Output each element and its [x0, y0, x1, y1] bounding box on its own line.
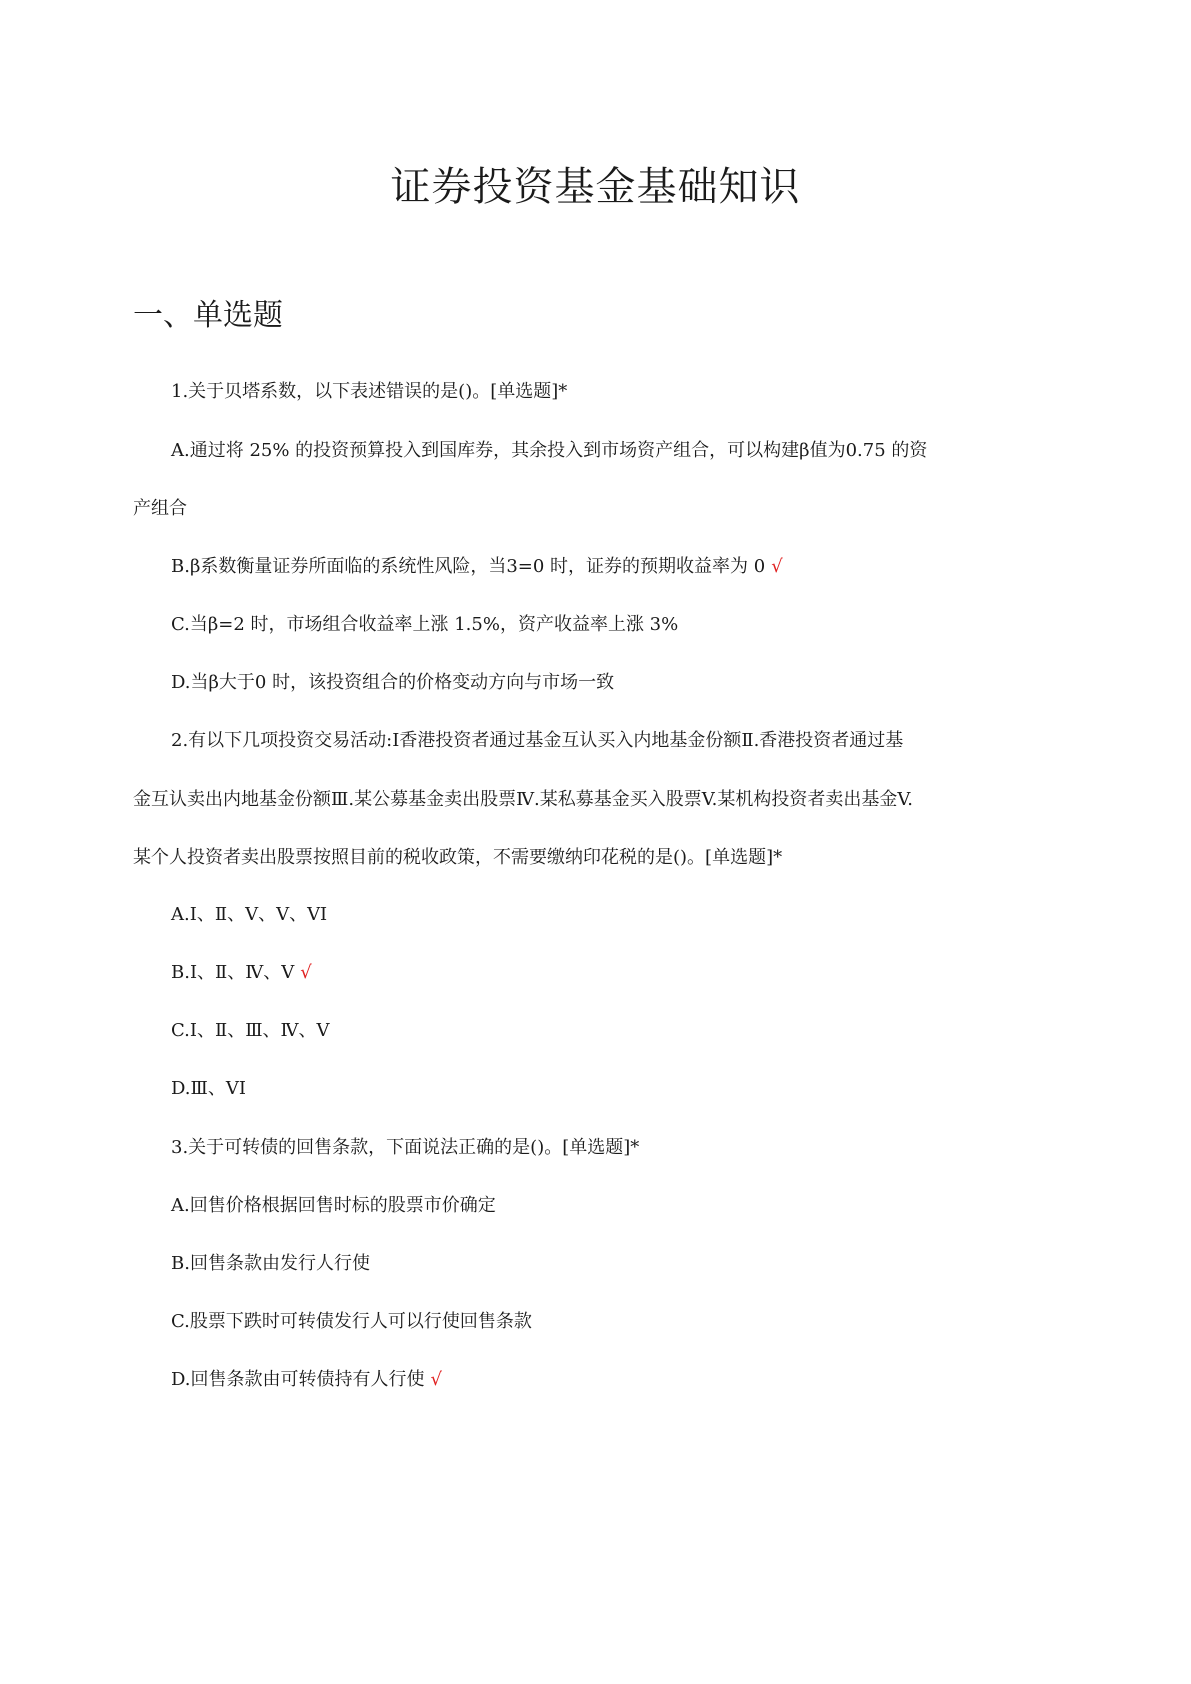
- correct-check-mark: √: [430, 1369, 442, 1390]
- question-3-option-d: [171, 1369, 442, 1391]
- question-2-option-d: D.Ⅲ、VI: [171, 1078, 246, 1099]
- question-3-option-c: C.股票下跌时可转债发行人可以行使回售条款: [171, 1311, 532, 1332]
- question-2-stem-line-3: 某个人投资者卖出股票按照目前的税收政策，不需要缴纳印花税的是()。[单选题]*: [133, 847, 783, 868]
- question-2-stem-line-2: 金互认卖出内地基金份额Ⅲ.某公募基金卖出股票Ⅳ.某私募基金买入股票V.某机构投资者卖出基金V.: [133, 789, 913, 810]
- option-text: B.β系数衡量证券所面临的系统性风险，当3=0 时，证券的预期收益率为 0: [171, 556, 766, 577]
- question-2-stem-line-1: 2.有以下几项投资交易活动:I香港投资者通过基金互认买入内地基金份额Ⅱ.香港投资者通过基: [171, 730, 904, 751]
- correct-check-mark: √: [300, 962, 312, 983]
- question-1-stem: 1.关于贝塔系数，以下表述错误的是()。[单选题]*: [171, 381, 568, 402]
- option-text: D.回售条款由可转债持有人行使: [171, 1369, 425, 1390]
- document-title: 证券投资基金基础知识: [390, 164, 801, 210]
- correct-check-mark: √: [771, 556, 783, 577]
- question-3-stem: 3.关于可转债的回售条款，下面说法正确的是()。[单选题]*: [171, 1137, 640, 1158]
- question-2-option-c: C.I、Ⅱ、Ⅲ、Ⅳ、V: [171, 1020, 330, 1041]
- question-1-option-c: C.当β=2 时，市场组合收益率上涨 1.5%，资产收益率上涨 3%: [171, 614, 679, 635]
- question-1-option-a-line-1: A.通过将 25% 的投资预算投入到国库券，其余投入到市场资产组合，可以构建β值为0.75 的资: [171, 440, 928, 461]
- question-2-option-b: [171, 962, 312, 984]
- question-3-option-b: B.回售条款由发行人行使: [171, 1253, 370, 1274]
- section-heading: 一、单选题: [133, 298, 283, 333]
- question-1-option-a-line-2: 产组合: [133, 498, 187, 519]
- option-text: B.I、Ⅱ、Ⅳ、V: [171, 962, 295, 983]
- question-3-option-a: A.回售价格根据回售时标的股票市价确定: [171, 1195, 496, 1216]
- question-2-option-a: A.I、Ⅱ、V、V、VI: [171, 904, 328, 925]
- question-1-option-b: [171, 556, 783, 578]
- question-1-option-d: D.当β大于0 时，该投资组合的价格变动方向与市场一致: [171, 672, 615, 693]
